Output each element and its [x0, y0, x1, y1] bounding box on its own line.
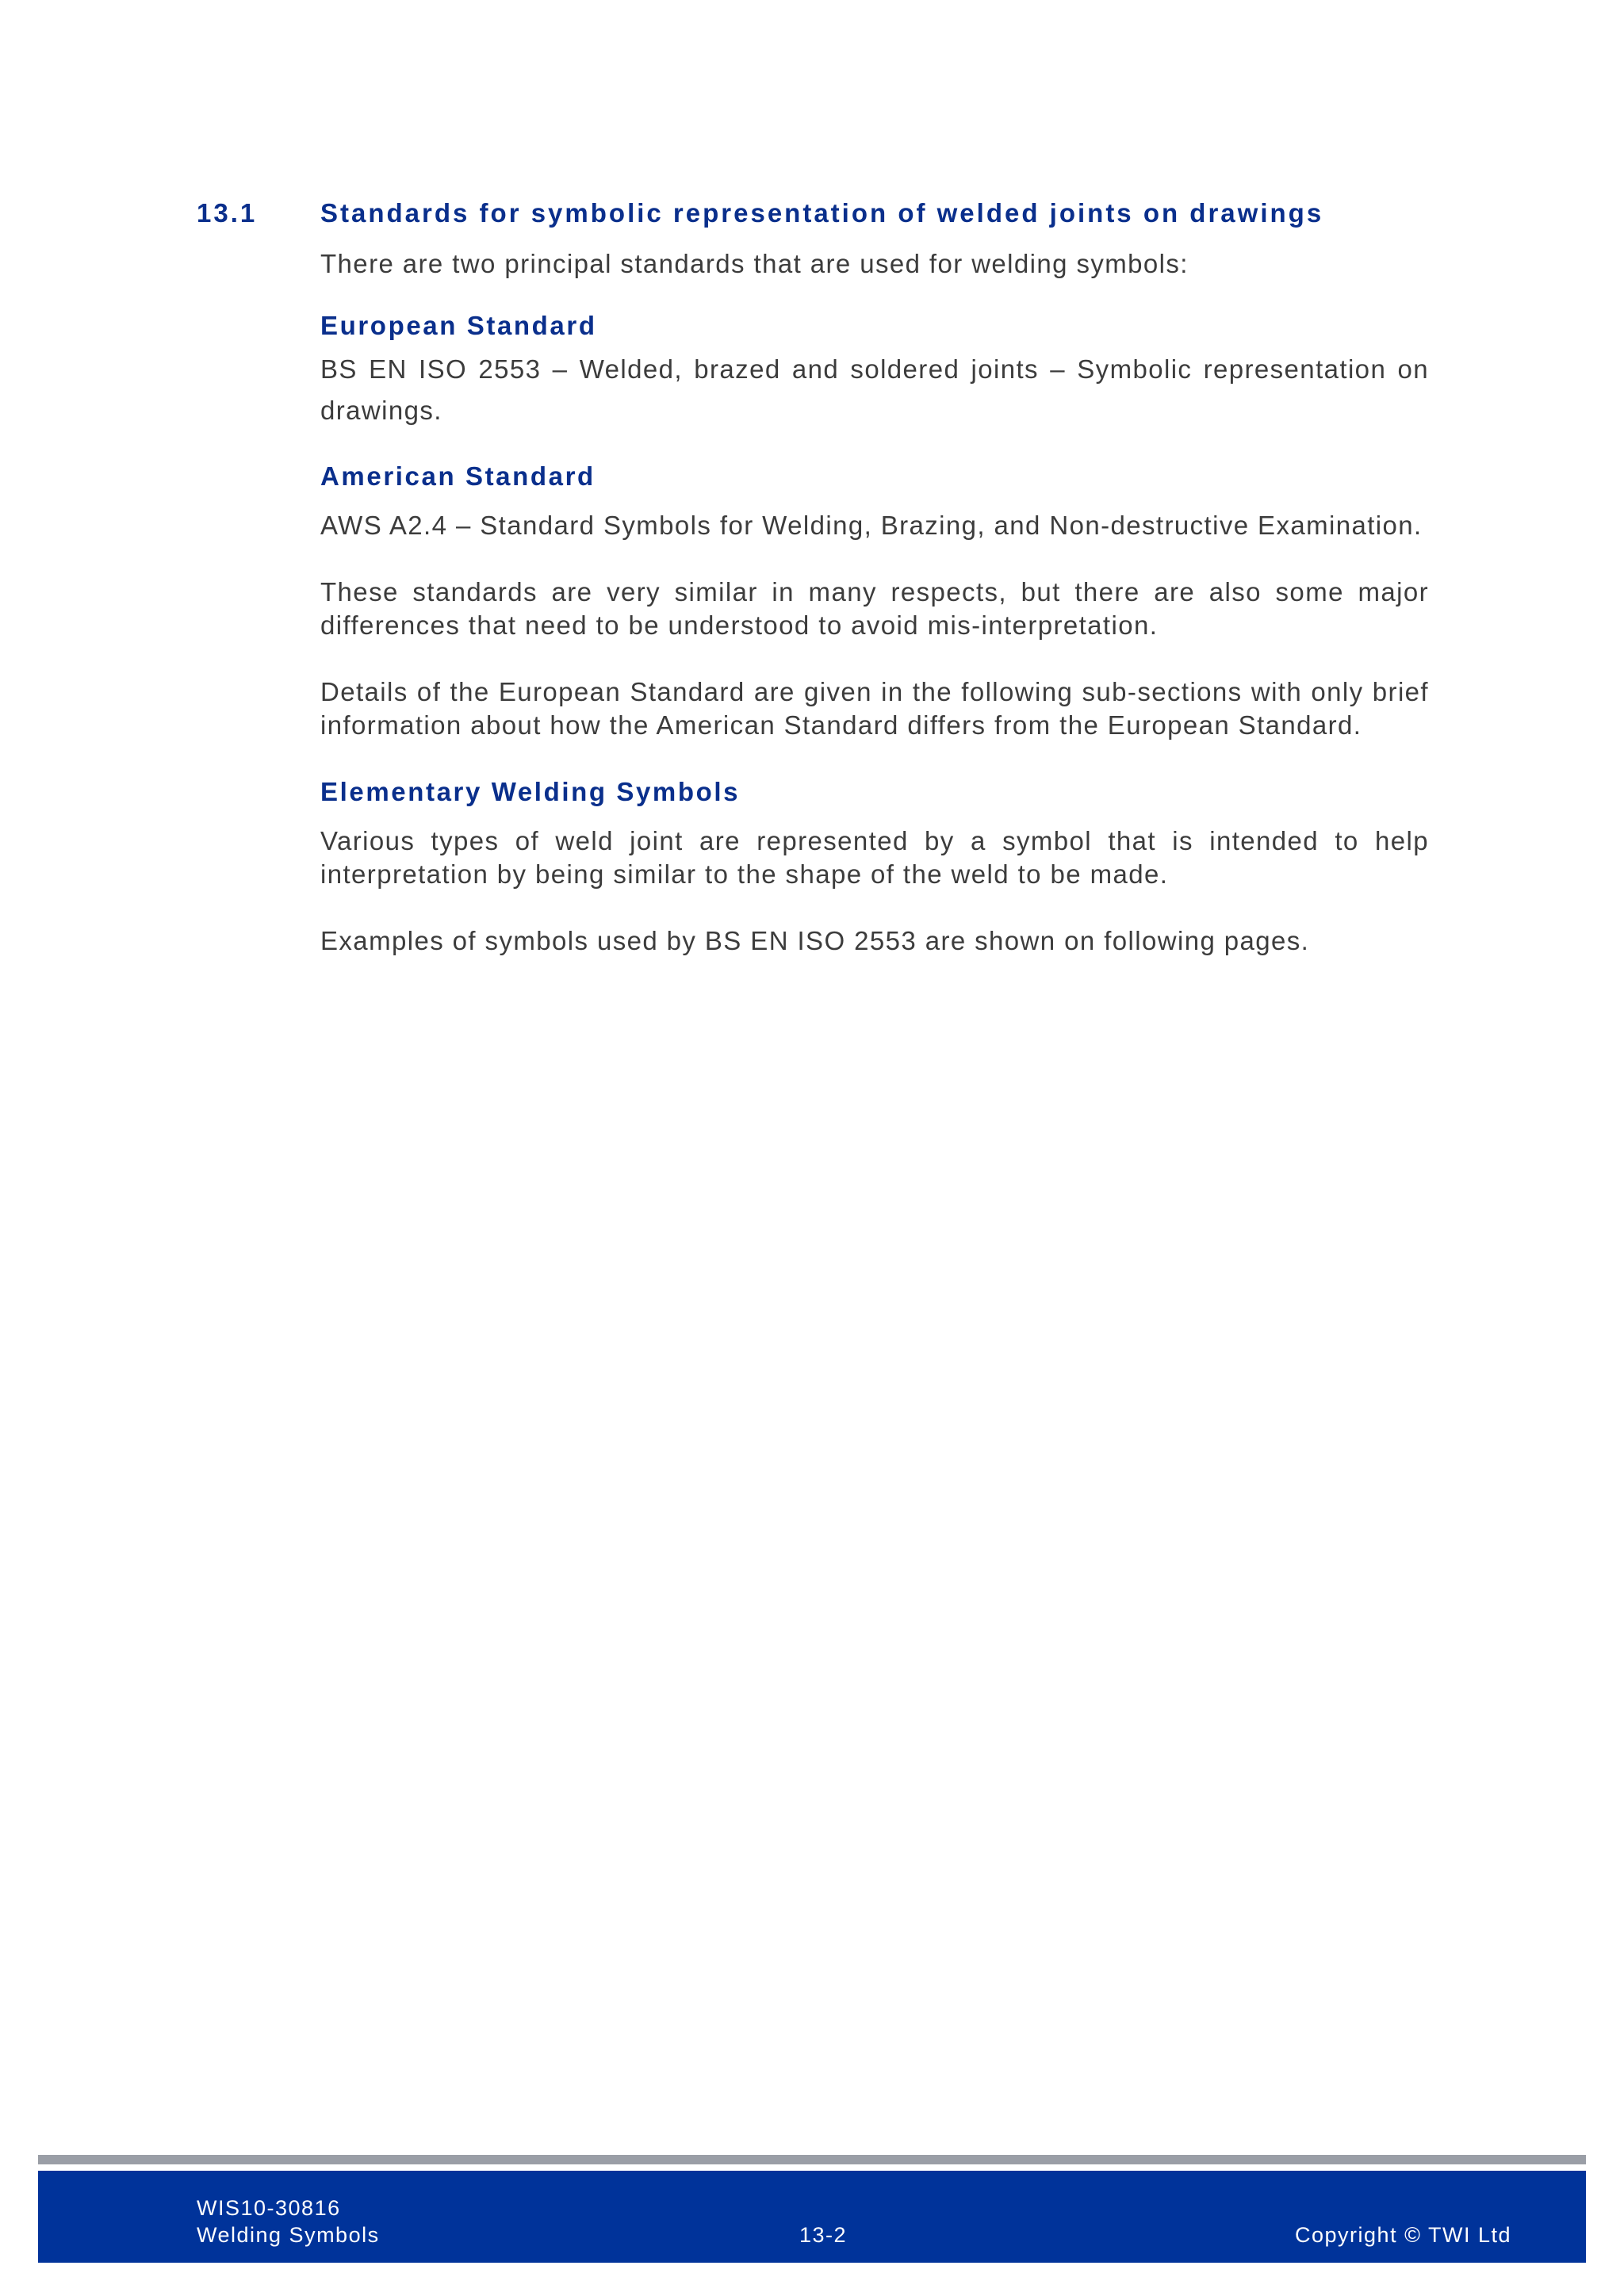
section-number: 13.1 [197, 198, 258, 228]
footer-doc-title: Welding Symbols [197, 2223, 380, 2247]
intro-paragraph: There are two principal standards that are used for welding symbols: [320, 249, 1189, 278]
footer-copyright: Copyright © TWI Ltd [1295, 2223, 1511, 2247]
elementary-symbols-heading: Elementary Welding Symbols [320, 777, 741, 806]
section-heading [197, 198, 1434, 228]
document-body [320, 247, 1429, 958]
elementary-symbols-text: Various types of weld joint are represented by a symbol that is intended to help interpretation by being similar to the shape of the weld to be made. [320, 826, 1429, 889]
european-standard-heading: European Standard [320, 311, 597, 340]
american-standard-heading: American Standard [320, 461, 596, 491]
footer-rule [38, 2155, 1586, 2164]
examples-paragraph: Examples of symbols used by BS EN ISO 2553 are shown on following pages. [320, 926, 1310, 955]
details-paragraph: Details of the European Standard are given in the following sub-sections with only brief information about how the American Standard differs from the European Standard. [320, 677, 1429, 740]
footer-page-number: 13-2 [799, 2223, 848, 2247]
similarity-paragraph: These standards are very similar in many respects, but there are also some major differences that need to be understood to avoid mis-interpretation. [320, 577, 1429, 640]
european-standard-text: BS EN ISO 2553 – Welded, brazed and soldered joints – Symbolic representation on drawings. [320, 354, 1429, 425]
american-standard-text: AWS A2.4 – Standard Symbols for Welding, Brazing, and Non-destructive Examination. [320, 511, 1423, 540]
footer-doc-id: WIS10-30816 [197, 2196, 341, 2220]
section-title: Standards for symbolic representation of welded joints on drawings [320, 198, 1324, 228]
page-footer [38, 2171, 1586, 2263]
